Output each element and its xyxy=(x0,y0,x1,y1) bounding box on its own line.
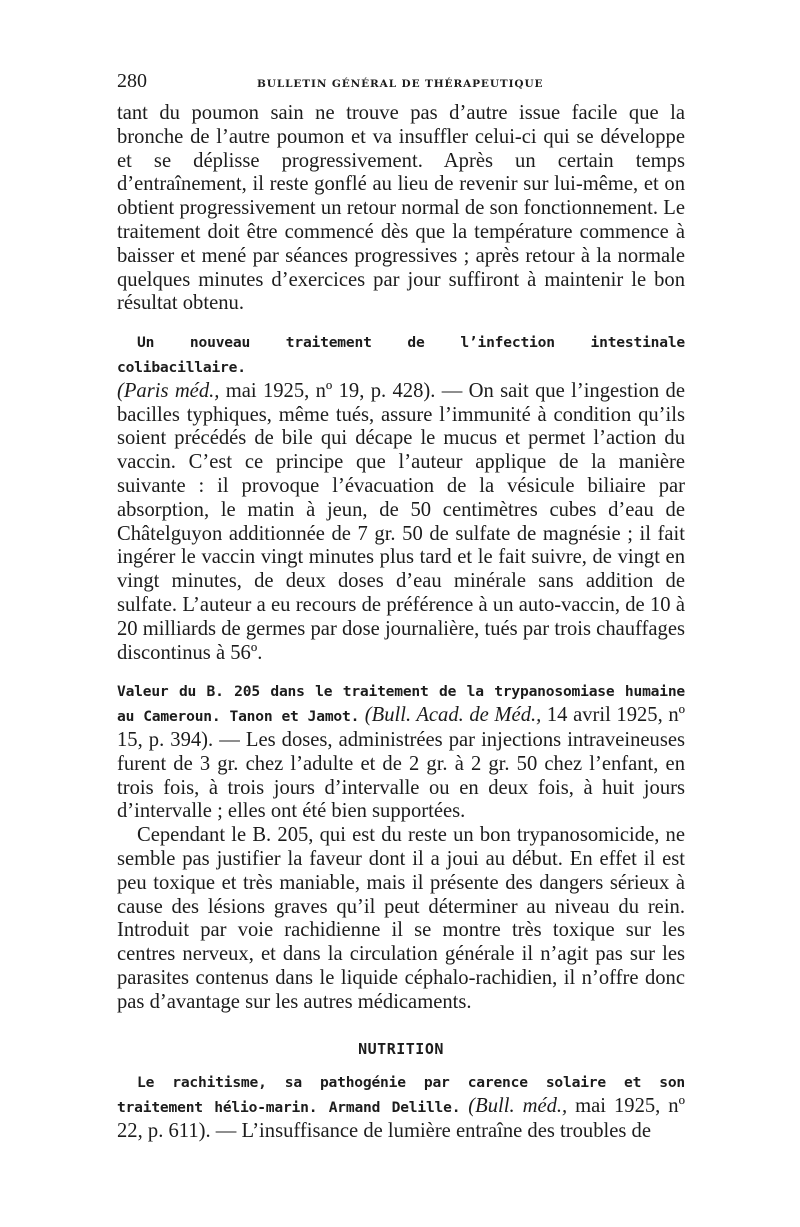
article-citation-rest: 14 avril 1925, nº 15, p. 394). xyxy=(117,704,686,751)
article-trypanosomiasis-continued: Cependant le B. 205, qui est du reste un bon trypanosomicide, ne semble pas justifier la faveur dont il a joui au début. En effet il est peu toxique et très maniable, mais il présente des dangers sérieux à cause des lésions graves qu’il peut déterminer au niveau du rein. Introduit par voie rachidienne il se montre très toxique sur les centres nerveux, et dans la circulation générale il n’agit pas sur les parasites contenus dans le liquide céphalo-rachidien, il n’offre donc pas d’avantage sur les autres médicaments. xyxy=(117,824,685,1013)
article-citation: (Paris méd., xyxy=(117,379,220,402)
article-citation: (Bull. méd., xyxy=(460,1095,568,1118)
article-rickets xyxy=(117,1070,685,1143)
document-page xyxy=(117,70,685,1144)
article-title: Le rachitisme, sa pathogénie par carence solaire et son traitement hélio-marin. Armand Delille. xyxy=(117,1074,685,1117)
article-citation: (Bull. Acad. de Méd., xyxy=(359,704,542,727)
article-trypanosomiasis xyxy=(117,679,685,824)
article-citation-rest: mai 1925, nº 19, p. 428). xyxy=(219,379,436,402)
article-body: — L’insuffisance de lumière entraîne des troubles de xyxy=(210,1120,651,1143)
section-heading: NUTRITION xyxy=(358,1040,444,1059)
article-citation-rest: mai 1925, nº 22, p. 611). xyxy=(117,1095,685,1143)
article-title: Un nouveau traitement de l’infection intestinale colibacillaire. xyxy=(117,334,685,376)
article-body: — On sait que l’ingestion de bacilles typhiques, même tués, assure l’immunité à condition qu’ils soient précédés de bile qui décape le mucus et permet l’action du vaccin. C’est ce principe que l’auteur applique de la manière suivante : il provoque l’évacuation de la vésicule biliaire par absorption, le matin à jeun, de 50 centimètres cubes d’eau de Châtelguyon additionnée de 7 gr. 50 de sulfate de magnésie ; il fait ingérer le vaccin vingt minutes plus tard et le fait suivre, de vingt en vingt minutes, de deux doses d’eau minérale sans addition de sulfate. L’auteur a eu recours de préférence à un auto-vaccin, de 10 à 20 milliards de germes par dose journalière, tués par trois chauffages discontinus à 56º. xyxy=(117,379,685,664)
page-number: 280 xyxy=(117,70,147,92)
intro-paragraph: tant du poumon sain ne trouve pas d’autre issue facile que la bronche de l’autre poumon et va insuffler celui-ci qui se développe et se déplisse progressivement. Après un certain temps d’entraînement, il reste gonflé au lieu de revenir sur lui-même, et on obtient progressivement un retour normal de son fonctionnement. Le traitement doit être commencé dès que la température commence à baisser et mené par séances progressives ; après retour à la normale quelques minutes d’exercices par jour suffiront à maintenir le bon résultat obtenu. xyxy=(117,102,685,315)
article-title: Valeur du B. 205 dans le traitement de la trypanosomiase humaine au Cameroun. Tanon et Jamot. xyxy=(117,683,685,726)
article-body: — Les doses, administrées par injections intraveineuses furent de 3 gr. chez l’adulte et de 2 gr. à 2 gr. 50 chez l’enfant, en trois fois, à trois jours d’intervalle ou en deux fois, à huit jours d’intervalle ; elles ont été bien supportées. xyxy=(117,728,685,823)
page-header xyxy=(117,70,685,102)
article-newtreatment xyxy=(117,330,685,665)
running-title: BULLETIN GÉNÉRAL DE THÉRAPEUTIQUE xyxy=(257,78,544,90)
